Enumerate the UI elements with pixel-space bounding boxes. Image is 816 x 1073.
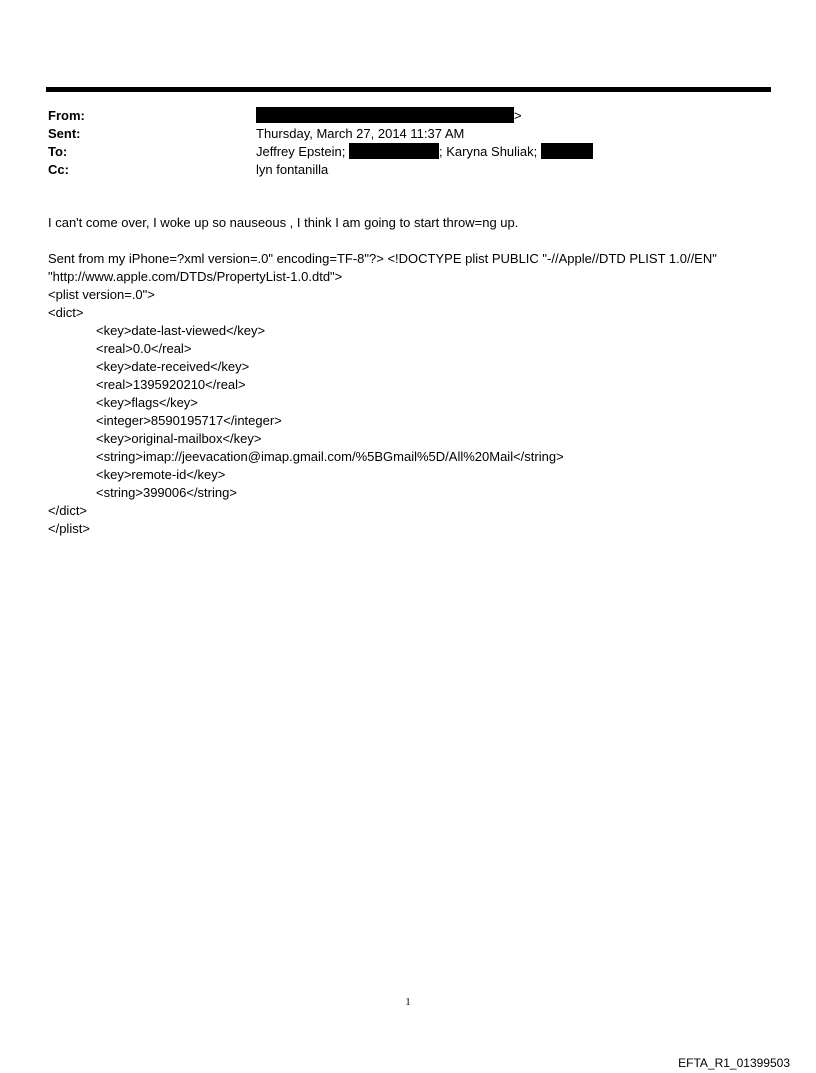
from-row bbox=[48, 107, 768, 125]
dict-open: <dict> bbox=[48, 305, 84, 320]
to-recipient-3: ; Karyna Shuliak; bbox=[439, 144, 538, 159]
sent-label: Sent: bbox=[48, 126, 81, 141]
header-rule bbox=[46, 87, 771, 92]
signature-line-2: "http://www.apple.com/DTDs/PropertyList-1.0.dtd"> bbox=[48, 269, 343, 284]
cc-label: Cc: bbox=[48, 162, 69, 177]
dict-line: <real>0.0</real> bbox=[96, 341, 192, 356]
to-label: To: bbox=[48, 144, 68, 159]
dict-line: <integer>8590195717</integer> bbox=[96, 413, 282, 428]
dict-line: <key>flags</key> bbox=[96, 395, 198, 410]
redaction-bar bbox=[541, 143, 593, 159]
sent-value: Thursday, March 27, 2014 11:37 AM bbox=[256, 126, 465, 141]
page-number: 1 bbox=[405, 996, 411, 1008]
dict-line: <real>1395920210</real> bbox=[96, 377, 246, 392]
cc-row bbox=[48, 161, 768, 179]
redaction-bar bbox=[349, 143, 439, 159]
message-text: I can't come over, I woke up so nauseous , I think I am going to start throw=ng up. bbox=[48, 215, 519, 230]
dict-line: <string>imap://jeevacation@imap.gmail.com/%5BGmail%5D/All%20Mail</string> bbox=[96, 449, 564, 464]
dict-line: <string>399006</string> bbox=[96, 485, 237, 500]
from-value bbox=[256, 107, 522, 125]
document-id: EFTA_R1_01399503 bbox=[678, 1056, 790, 1070]
from-suffix: > bbox=[514, 108, 522, 123]
dict-close: </dict> bbox=[48, 503, 88, 518]
signature-line-1: Sent from my iPhone=?xml version=.0" encoding=TF-8"?> <!DOCTYPE plist PUBLIC "-//Apple//DTD PLIST 1.0//EN" bbox=[48, 251, 717, 266]
from-label: From: bbox=[48, 108, 85, 123]
dict-line: <key>remote-id</key> bbox=[96, 467, 226, 482]
email-body bbox=[48, 214, 768, 538]
dict-line: <key>date-last-viewed</key> bbox=[96, 323, 266, 338]
plist-open: <plist version=.0"> bbox=[48, 287, 155, 302]
email-header bbox=[48, 107, 768, 179]
to-value bbox=[256, 143, 593, 161]
redaction-bar bbox=[256, 107, 514, 123]
plist-close: </plist> bbox=[48, 521, 90, 536]
dict-line: <key>original-mailbox</key> bbox=[96, 431, 262, 446]
dict-line: <key>date-received</key> bbox=[96, 359, 250, 374]
to-recipient-1: Jeffrey Epstein; bbox=[256, 144, 346, 159]
cc-value: lyn fontanilla bbox=[256, 162, 329, 177]
sent-row bbox=[48, 125, 768, 143]
to-row bbox=[48, 143, 768, 161]
